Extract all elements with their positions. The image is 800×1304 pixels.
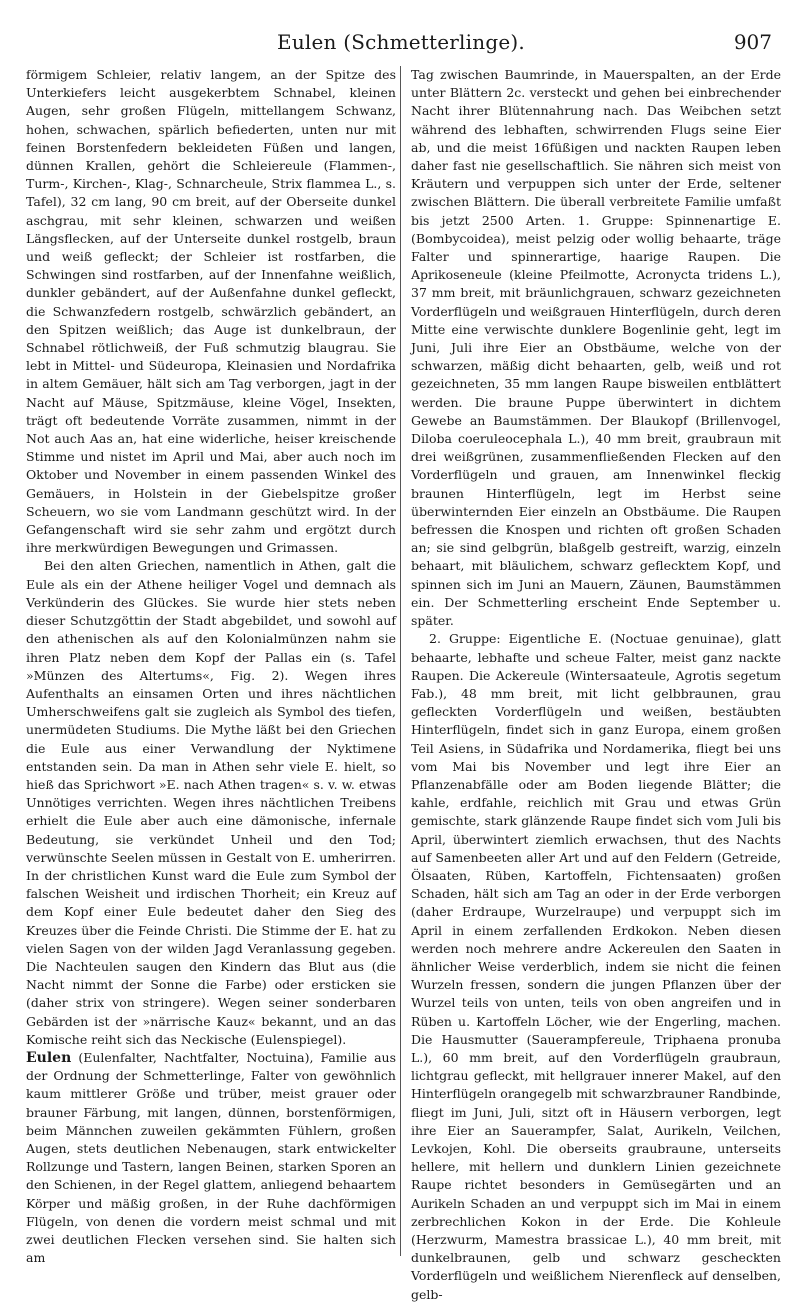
paragraph: förmigem Schleier, relativ langem, an der Spitze des Unterkiefers leicht ausgekerbtem Schnabel, kleinen Augen, sehr großen Flügeln, mittellangem Schwanz, hohen, schwachen, spärlich befiederten, unten nur mit feinen Borstenfedern bekleideten Füßen und langen, dünnen Krallen, gehört die Schleiereule (Flammen-, Turm-, Kirchen-, Klag-, Schnarcheule, Strix flammea L., s. Tafel), 32 cm lang, 90 cm breit, auf der Oberseite dunkel aschgrau, mit sehr kleinen, schwarzen und weißen Längsflecken, auf der Unterseite dunkel rostgelb, braun und weiß gefleckt; der Schleier ist rostfarben, die Schwingen sind rostfarben, auf der Innenfahne weißlich, dunkler gebändert, auf der Außenfahne dunkel gefleckt, die Schwanzfedern rostgelb, schwärzlich gebändert, an den Spitzen weißlich; das Auge ist dunkelbraun, der Schnabel rötlichweiß, der Fuß schmutzig blaugrau. Sie lebt in Mittel- und Südeuropa, Kleinasien und Nordafrika in altem Gemäuer, hält sich am Tag verborgen, jagt in der Nacht auf Mäuse, Spitzmäuse, kleine Vögel, Insekten, trägt oft bedeutende Vorräte zusammen, nimmt in der Not auch Aas an, hat eine widerliche, heiser kreischende Stimme und nistet im April und Mai, aber auch noch im Oktober und November in einem passenden Winkel des Gemäuers, in Holstein in der Giebelspitze großer Scheuern, wo sie vom Landmann geschützt wird. In der Gefangenschaft wird sie sehr zahm und ergötzt durch ihre merkwürdigen Bewegungen und Grimassen. — [26, 67, 396, 556]
page-header — [30, 28, 772, 60]
running-title: Eulen (Schmetterlinge). — [277, 30, 525, 54]
paragraph: 2. Gruppe: Eigentliche E. (Noctuae genuinae), glatt behaarte, lebhafte und scheue Falter, meist ganz nackte Raupen. Die Ackereule (Wintersaateule, Agrotis segetum Fab.), 48 mm breit, mit licht gelbbraunen, grau gefleckten Vorderflügeln und weißen, bestäubten Hinterflügeln, findet sich in ganz Europa, einem großen Teil Asiens, in Südafrika und Nordamerika, fliegt bei uns vom Mai bis November und legt ihre Eier an Pflanzenabfälle oder am Boden liegende Blätter; die kahle, erdfahle, reichlich mit Grau und etwas Grün gemischte, stark glänzende Raupe findet sich vom Juli bis April, überwintert ziemlich erwachsen, thut des Nachts auf Samenbeeten aller Art und auf den Feldern (Getreide, Ölsaaten, Rüben, Kartoffeln, Fichtensaaten) großen Schaden, hält sich am Tag an oder in der Erde verborgen (daher Erdraupe, Wurzelraupe) und verpuppt sich im April in einem zerfallenden Erdkokon. Neben diesen werden noch mehrere andre Ackereulen den Saaten in ähnlicher Weise verderblich, indem sie nicht die feinen Wurzeln fressen, sondern die jungen Pflanzen über der Wurzel teils von unten, teils von oben angreifen und in Rüben u. Kartoffeln Löcher, wie der Engerling, machen. Die Hausmutter (Sauerampfereule, Triphaena pronuba L.), 60 mm breit, auf den Vorderflügeln graubraun, lichtgrau gefleckt, mit hellgrauer innerer Makel, auf den Hinterflügeln orangegelb mit schwarzbrauner Randbinde, fliegt im Juni, Juli, sitzt oft in Häusern verborgen, legt ihre Eier an Sauerampfer, Salat, Aurikeln, Veilchen, Levkojen, Kohl. Die oberseits graubraune, unterseits hellere, mit hellern und dunklern Linien gezeichnete Raupe richtet besonders in Gemüsegärten und an Aurikeln Schaden an und verpuppt sich im Mai in einem zerbrechlichen Kokon in der Erde. Die Kohleule (Herzwurm, Mamestra brassicae L.), 40 mm breit, mit dunkelbraunen, gelb und schwarz gescheckten Vorderflügeln und weißlichem Nierenfleck auf denselben, gelb- — [411, 631, 781, 1302]
entry-text: (Eulenfalter, Nachtfalter, Noctuina), Familie aus der Ordnung der Schmetterlinge, Falter von gewöhnlich kaum mittlerer Größe und trüber, meist grauer oder brauner Färbung, mit langen, dünnen, borstenförmigen, beim Männchen zuweilen gekämmten Fühlern, großen Augen, stets deutlichen Nebenaugen, stark entwickelter Rollzunge und Tastern, langen Beinen, starken Sporen an den Schienen, in der Regel glattem, anliegend behaartem Körper und mäßig großen, in der Ruhe dachförmigen Flügeln, von denen die vordern meist schmal und mit zwei deutlichen Flecken versehen sind. Sie halten sich am — [26, 1049, 396, 1266]
page-number: 907 — [733, 30, 772, 54]
column-divider — [400, 66, 401, 1256]
left-column — [26, 66, 396, 1267]
paragraph: Bei den alten Griechen, namentlich in Athen, galt die Eule als ein der Athene heiliger Vogel und demnach als Verkünderin des Glückes. Sie wurde hier stets neben dieser Schutzgöttin der Stadt abgebildet, und sowohl auf den athenischen als auf den Kolonialmünzen nahm sie ihren Platz neben dem Kopf der Pallas ein (s. Tafel »Münzen des Altertums«, Fig. 2). Wegen ihres Aufenthalts an einsamen Orten und ihres nächtlichen Umherschweifens galt sie zugleich als Symbol des tiefen, unermüdeten Studiums. Die Mythe läßt bei den Griechen die Eule aus einer Verwandlung der Nyktimene entstanden sein. Da man in Athen sehr viele E. hielt, so hieß das Sprichwort »E. nach Athen tragen« s. v. w. etwas Unnötiges verrichten. Wegen ihres nächtlichen Treibens erhielt die Eule aber auch eine dämonische, infernale Bedeutung, sie verkündet Unheil und den Tod; verwünschte Seelen müssen in Gestalt von E. umherirren. In der christlichen Kunst ward die Eule zum Symbol der falschen Weisheit und irdischen Thorheit; ein Kreuz auf dem Kopf einer Eule bedeutet daher den Sieg des Kreuzes über die Feinde Christi. Die Stimme der E. hat zu vielen Sagen von der wilden Jagd Veranlassung gegeben. Die Nachteulen saugen den Kindern das Blut aus (die Nacht nimmt der Sonne die Farbe) oder ersticken sie (daher strix von stringere). Wegen seiner sonderbaren Gebärden ist der »närrische Kauz« bekannt, und an das Komische reiht sich das Neckische (Eulenspiegel). — [26, 558, 396, 1047]
entry-paragraph — [26, 1049, 396, 1267]
right-column — [411, 66, 781, 1304]
entry-headword: Eulen — [26, 1049, 72, 1066]
paragraph: Tag zwischen Baumrinde, in Mauerspalten, an der Erde unter Blättern 2c. versteckt und gehen bei einbrechender Nacht ihrer Blütennahrung nach. Das Weibchen setzt während des lebhaften, schwirrenden Flugs seine Eier ab, und die meist 16füßigen und nackten Raupen leben daher fast nie gesellschaftlich. Sie nähren sich meist von Kräutern und verpuppen sich unter der Erde, seltener zwischen Blättern. Die überall verbreitete Familie umfaßt bis jetzt 2500 Arten. 1. Gruppe: Spinnenartige E. (Bombycoidea), meist pelzig oder wollig behaarte, träge Falter und spinnerartige, haarige Raupen. Die Aprikoseneule (kleine Pfeilmotte, Acronycta tridens L.), 37 mm breit, mit bräunlichgrauen, schwarz gezeichneten Vorderflügeln und weißgrauen Hinterflügeln, durch deren Mitte eine verwischte dunklere Bogenlinie geht, legt im Juni, Juli ihre Eier an Obstbäume, welche von der schwarzen, mäßig dicht behaarten, gelb, weiß und rot gezeichneten, 35 mm langen Raupe bisweilen entblättert werden. Die braune Puppe überwintert in dichtem Gewebe an Baumstämmen. Der Blaukopf (Brillenvogel, Diloba coeruleocephala L.), 40 mm breit, graubraun mit drei weißgrünen, zusammenfließenden Flecken auf den Vorderflügeln und grauen, am Innenwinkel fleckig braunen Hinterflügeln, legt im Herbst seine überwinternden Eier einzeln an Obstbäume. Die Raupen befressen die Knospen und richten oft großen Schaden an; sie sind gelbgrün, blaßgelb gestreift, warzig, einzeln behaart, mit bläulichem, schwarz geflecktem Kopf, und spinnen sich im Juni an Mauern, Zäunen, Baumstämmen ein. Der Schmetterling erscheint Ende September u. später. — [411, 67, 781, 629]
